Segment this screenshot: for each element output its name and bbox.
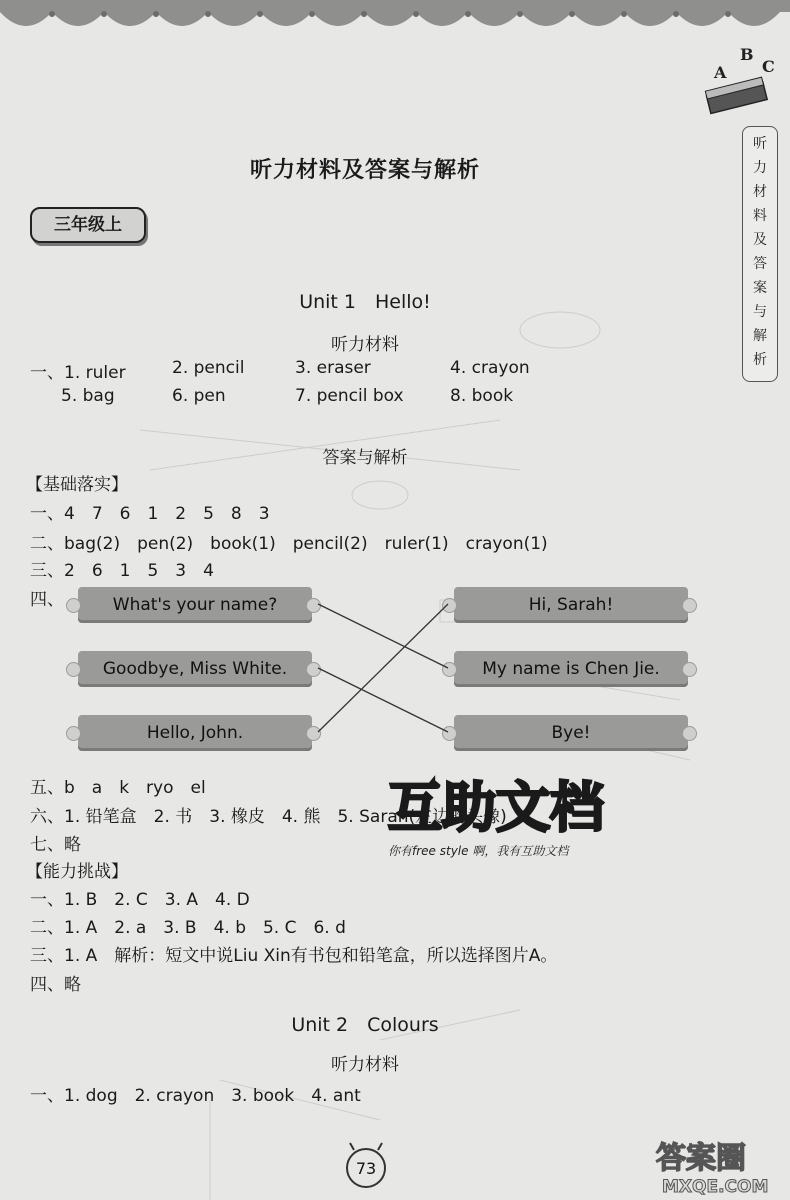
answer-line: 三、1. A 解析：短文中说Liu Xin有书包和铅笔盒，所以选择图片A。	[30, 946, 558, 966]
side-char: 材	[753, 184, 767, 200]
match-line	[318, 668, 448, 732]
basic-section-label: 【基础落实】	[26, 475, 128, 495]
listening-item: 2. pencil	[172, 358, 245, 378]
connector-dot	[306, 726, 321, 741]
unit2-listening-heading: 听力材料	[331, 1055, 399, 1075]
side-char: 力	[753, 160, 767, 176]
answer-line: 四、略	[30, 975, 81, 995]
logo-letter-a: A	[714, 63, 727, 82]
connector-dot	[442, 726, 457, 741]
connector-dot	[306, 598, 321, 613]
listening-item: 7. pencil box	[295, 386, 404, 406]
side-char: 析	[753, 352, 767, 368]
page-number-badge	[340, 1140, 392, 1192]
listening-item: 3. eraser	[295, 358, 371, 378]
connector-dot	[682, 598, 697, 613]
match-left-box: What's your name?	[78, 587, 312, 623]
answer-line: 一、4 7 6 1 2 5 8 3	[30, 504, 270, 524]
answer-line: 四、	[30, 590, 64, 610]
side-char: 答	[753, 256, 767, 272]
stamp-text: 互助文档	[388, 776, 604, 836]
logo-letter-c: C	[762, 57, 775, 76]
unit1-title: Unit 1 Hello!	[299, 291, 431, 313]
listening-item: 8. book	[450, 386, 514, 406]
grade-badge: 三年级上	[30, 207, 146, 243]
match-left-box: Hello, John.	[78, 715, 312, 751]
answer-line: 一、1. B 2. C 3. A 4. D	[30, 890, 250, 910]
watermark-main: 答案圈	[656, 1141, 746, 1176]
answer-line: 二、1. A 2. a 3. B 4. b 5. C 6. d	[30, 918, 346, 938]
connector-dot	[306, 662, 321, 677]
side-char: 与	[753, 304, 767, 320]
answer-line: 三、2 6 1 5 3 4	[30, 561, 214, 581]
listening-line: 一、1. dog 2. crayon 3. book 4. ant	[30, 1086, 361, 1106]
connector-dot	[66, 726, 81, 741]
page-title: 听力材料及答案与解析	[249, 158, 480, 183]
listening-item: 一、1. ruler	[30, 363, 126, 383]
connector-dot	[442, 662, 457, 677]
side-char: 案	[753, 280, 767, 296]
answer-line: 二、bag(2) pen(2) book(1) pencil(2) ruler(1) crayon(1)	[30, 534, 548, 554]
connector-dot	[66, 662, 81, 677]
side-char: 料	[753, 208, 767, 224]
page-number: 73	[355, 1159, 377, 1178]
scalloped-top-border	[0, 0, 790, 40]
abc-book-logo	[700, 38, 786, 124]
challenge-section-label: 【能力挑战】	[26, 862, 128, 882]
side-char: 及	[753, 232, 767, 248]
match-right-box: Bye!	[454, 715, 688, 751]
side-section-tab	[742, 126, 778, 382]
listening-item: 4. crayon	[450, 358, 530, 378]
connector-dot	[682, 662, 697, 677]
connector-dot	[442, 598, 457, 613]
watermark-url: MXQE.COM	[662, 1177, 769, 1196]
unit2-title: Unit 2 Colours	[291, 1014, 439, 1036]
match-right-box: My name is Chen Jie.	[454, 651, 688, 687]
match-line	[318, 604, 448, 668]
connector-dot	[682, 726, 697, 741]
unit1-listening-heading: 听力材料	[331, 335, 399, 355]
site-watermark	[652, 1134, 782, 1196]
listening-item: 6. pen	[172, 386, 226, 406]
answer-line: 七、略	[30, 835, 81, 855]
huzhu-stamp-logo	[384, 772, 620, 836]
side-char: 听	[753, 136, 767, 152]
match-line	[318, 604, 448, 732]
answer-line: 五、b a k ryo el	[30, 778, 206, 798]
unit1-answers-heading: 答案与解析	[322, 448, 408, 468]
match-right-box: Hi, Sarah!	[454, 587, 688, 623]
stamp-caption: 你有free style 啊，我有互助文档	[388, 844, 569, 858]
connector-dot	[66, 598, 81, 613]
match-left-box: Goodbye, Miss White.	[78, 651, 312, 687]
side-char: 解	[753, 328, 767, 344]
listening-item: 5. bag	[61, 386, 115, 406]
logo-letter-b: B	[740, 45, 754, 64]
answer-line: 六、1. 铅笔盒 2. 书 3. 橡皮 4. 熊 5. Sarah(左边的头像)	[30, 807, 507, 827]
